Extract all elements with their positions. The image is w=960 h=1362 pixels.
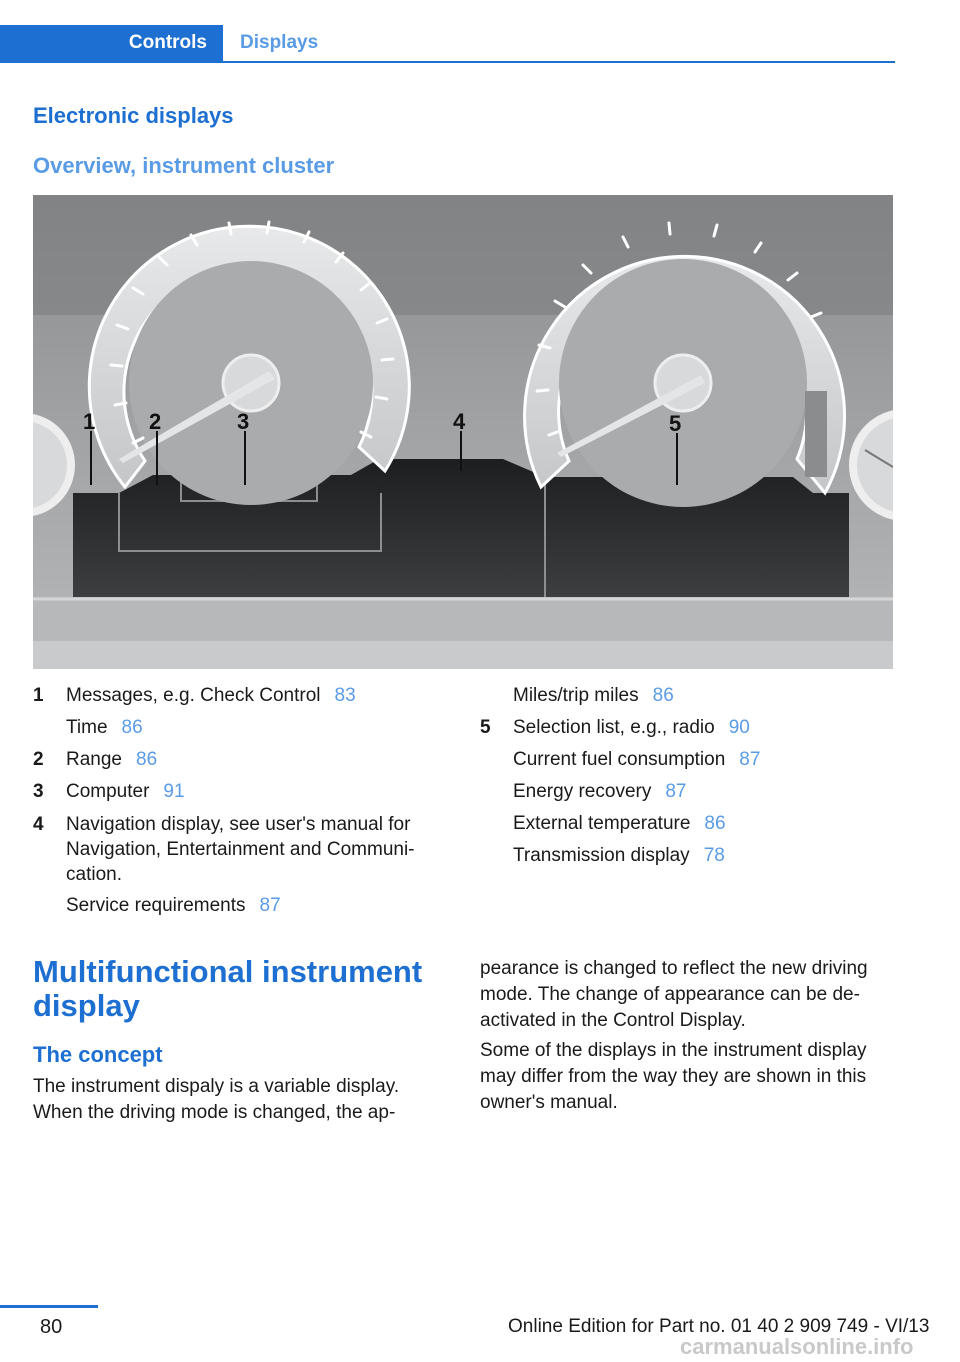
legend-item [33,680,448,712]
legend-number: 2 [33,749,44,770]
instrument-cluster-illustration [33,195,893,669]
legend-item [480,840,895,872]
legend-item [480,712,895,744]
subsection-title: The concept [33,1042,163,1067]
legend-text: Service requirements [66,895,246,916]
legend-right [480,680,895,872]
concept-paragraph-right-2: Some of the displays in the instrument display may differ from the way they are shown in this owner's manual. [480,1040,867,1113]
watermark: carmanualsonline.info [680,1334,914,1359]
legend-item [33,890,448,922]
legend-text: Miles/trip miles [513,685,639,706]
legend-left [33,680,448,922]
tab-displays[interactable]: Displays [240,32,319,53]
page-reference-link[interactable]: 87 [739,749,761,770]
instrument-cluster-figure [33,195,893,669]
page-reference-link[interactable]: 90 [728,717,750,738]
legend-number: 5 [480,717,491,738]
legend-text: Energy recovery [513,781,652,802]
page-reference-link[interactable]: 86 [136,749,158,770]
legend-text: Messages, e.g. Check Control [66,685,321,706]
legend-item [33,712,448,744]
legend-item [33,744,448,776]
page-reference-link[interactable]: 86 [652,685,674,706]
legend-item [480,808,895,840]
callout-5: 5 [669,411,682,436]
heading-electronic-displays: Electronic displays [33,103,234,128]
callout-4: 4 [453,409,466,434]
page-reference-link[interactable]: 86 [704,813,726,834]
footer-rule [0,1305,98,1308]
tab-controls[interactable]: Controls [0,25,223,61]
page-reference-link[interactable]: 86 [121,717,143,738]
legend-number: 3 [33,781,44,802]
legend-text: Current fuel consumption [513,749,726,770]
legend-text: External temperature [513,813,691,834]
callout-3: 3 [237,409,250,434]
legend-item [33,808,448,890]
edition-text: Online Edition for Part no. 01 40 2 909 749 - VI/13 [508,1316,930,1337]
callout-2: 2 [149,409,162,434]
legend-number: 4 [33,814,44,835]
callout-1: 1 [83,409,96,434]
legend-text: Selection list, e.g., radio [513,717,715,738]
legend-text: Transmission display [513,845,690,866]
legend-text: Navigation display, see user's manual for Navigation, Entertainment and Communi‐cation. [66,814,415,885]
section-title: Multifunctional instrument display [33,954,423,1023]
page-reference-link[interactable]: 91 [163,781,185,802]
page-reference-link[interactable]: 83 [334,685,356,706]
legend-item [480,680,895,712]
legend-item [480,776,895,808]
concept-paragraph-right-1: pearance is changed to reflect the new driving mode. The change of appearance can be de‐activated in the Control Display. [480,958,868,1031]
header-tabbar [0,25,895,63]
heading-overview-instrument-cluster: Overview, instrument cluster [33,153,335,178]
page-reference-link[interactable]: 87 [665,781,687,802]
legend-text: Computer [66,781,150,802]
page-reference-link[interactable]: 87 [259,895,281,916]
legend-text: Range [66,749,122,770]
page-reference-link[interactable]: 78 [703,845,725,866]
legend-item [480,744,895,776]
concept-paragraph-left: The instrument dispaly is a variable display. When the driving mode is changed, the ap‐ [33,1076,400,1123]
legend-item [33,776,448,808]
legend-text: Time [66,717,108,738]
legend-number: 1 [33,685,44,706]
page-number: 80 [40,1316,63,1338]
